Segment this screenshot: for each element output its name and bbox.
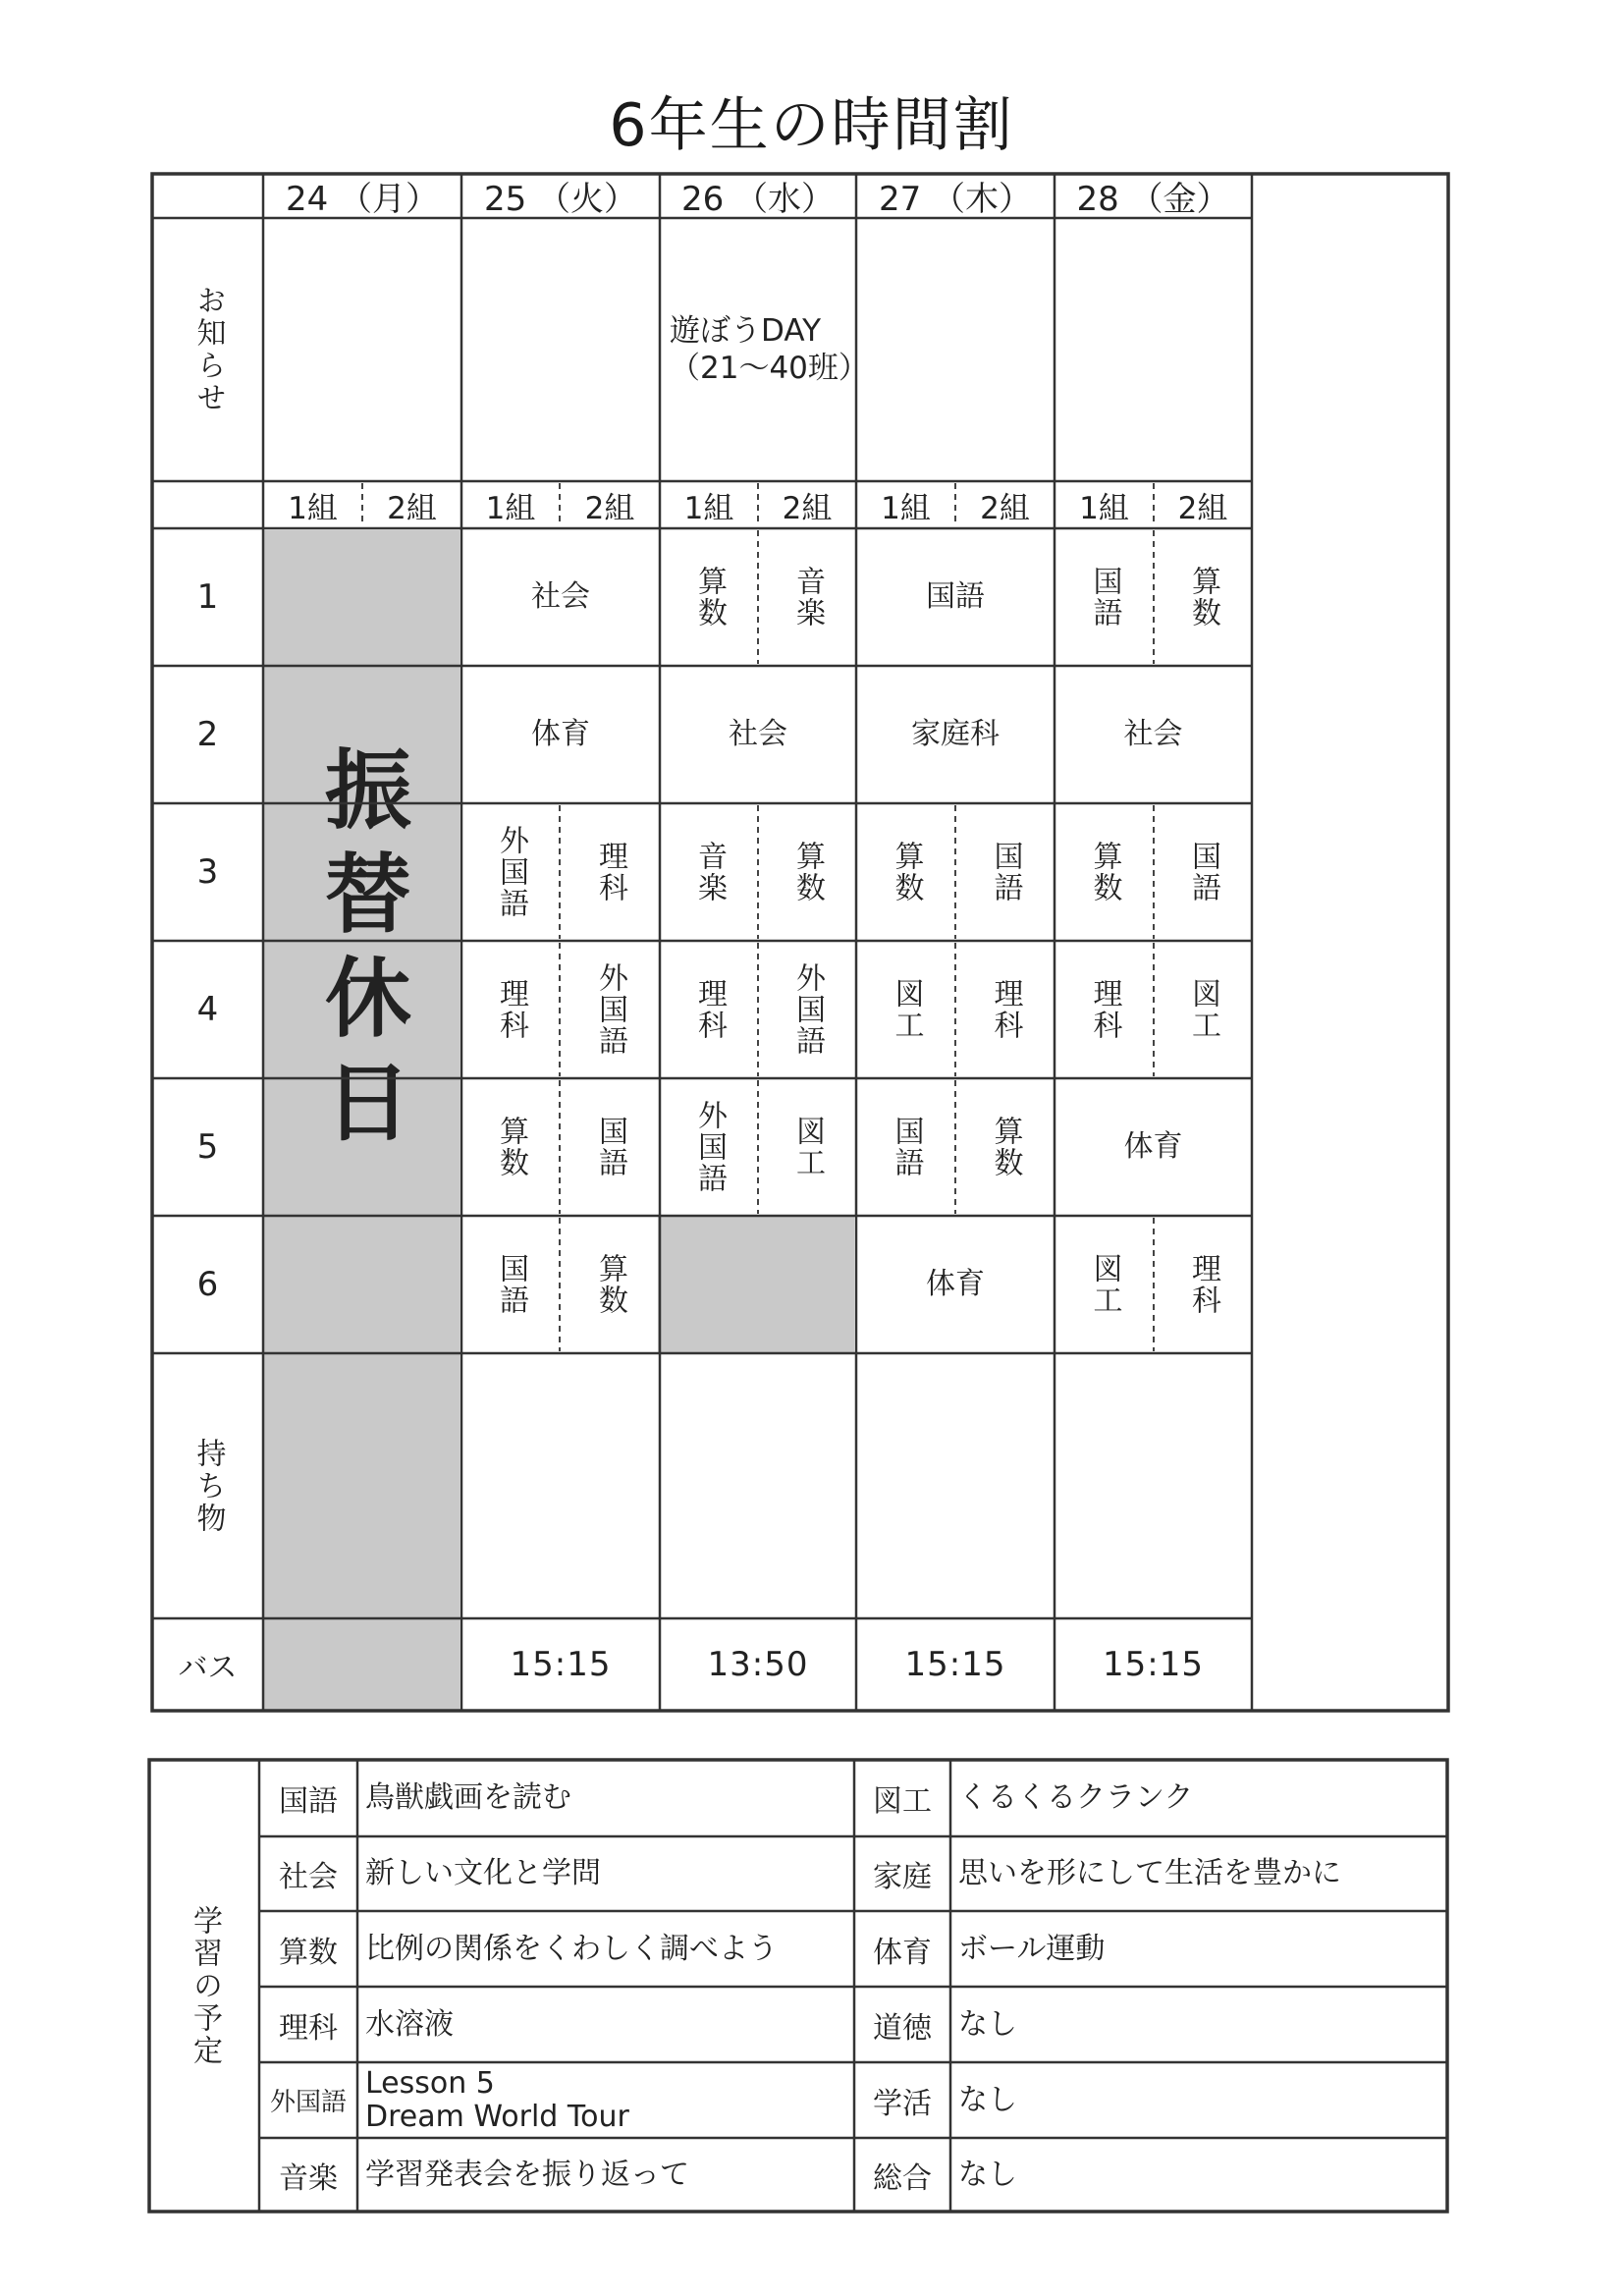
wed-period5-group2: 図工: [790, 1116, 825, 1178]
plan-subject: 音楽: [279, 2160, 338, 2196]
plan-subject: 理科: [279, 2010, 338, 2046]
plan-content: 思いを形にして生活を豊かに: [958, 1856, 1341, 1890]
thu-period5-group2: 算数: [988, 1116, 1023, 1178]
plan-subject: 総合: [873, 2160, 932, 2196]
tue-period5-group2: 国語: [593, 1116, 627, 1178]
plan-subject: 国語: [279, 1784, 338, 1819]
plan-content: Lesson 5 Dream World Tour: [365, 2065, 629, 2134]
plan-subject: 体育: [873, 1935, 932, 1970]
plan-content: 学習発表会を振り返って: [365, 2157, 689, 2192]
thu-period4-group1: 図工: [889, 978, 924, 1041]
fri-period1-group1: 国語: [1087, 566, 1122, 629]
plan-subject: 家庭: [873, 1860, 932, 1894]
plan-content: ボール運動: [958, 1931, 1106, 1966]
plan-content: くるくるクランク: [958, 1780, 1194, 1815]
plan-subject: 算数: [279, 1935, 338, 1970]
group-header-1: 1組: [1079, 490, 1129, 526]
plan-subject: 図工: [873, 1784, 932, 1819]
page-title: 6年生の時間割: [609, 91, 1014, 160]
day-header-wed: 26 （水）: [680, 180, 836, 219]
day-header-mon: 24 （月）: [285, 180, 440, 219]
wed-period1-group2: 音楽: [790, 566, 825, 629]
fri-period5: 体育: [1123, 1129, 1183, 1164]
row-label-period-4: 4: [196, 990, 219, 1029]
thu-period3-group1: 算数: [889, 841, 924, 903]
row-label-period-3: 3: [196, 852, 219, 892]
plan-subject: 学活: [873, 2086, 932, 2121]
fri-period4-group1: 理科: [1087, 978, 1122, 1041]
wed-period3-group1: 音楽: [692, 841, 727, 903]
tue-period6-group1: 国語: [494, 1253, 528, 1316]
plan-content: なし: [958, 2157, 1017, 2192]
row-label-period-1: 1: [196, 577, 219, 617]
row-label-period-6: 6: [196, 1265, 219, 1304]
group-header-2: 2組: [1177, 490, 1228, 526]
plan-subject: 道徳: [873, 2010, 932, 2046]
thu-period4-group2: 理科: [988, 978, 1023, 1041]
holiday-label: 振替休日: [311, 744, 412, 1161]
plan-label: 学習の予定: [188, 1904, 222, 2067]
bus-time-tue: 15:15: [510, 1645, 612, 1684]
fri-period2: 社会: [1123, 717, 1183, 751]
tue-period3-group1: 外国語: [494, 825, 528, 919]
wed-period2: 社会: [729, 717, 787, 751]
plan-content: 水溶液: [365, 2006, 454, 2042]
thu-period1: 国語: [926, 579, 985, 614]
tue-period2: 体育: [531, 717, 590, 751]
wed-period4-group1: 理科: [692, 978, 727, 1041]
fri-period6-group2: 理科: [1186, 1253, 1220, 1316]
bus-time-fri: 15:15: [1103, 1645, 1204, 1684]
group-header-1: 1組: [881, 490, 931, 526]
tue-period6-group2: 算数: [593, 1253, 627, 1316]
row-label-bus: バス: [178, 1651, 238, 1685]
tue-period4-group1: 理科: [494, 978, 528, 1041]
tue-period1: 社会: [531, 579, 590, 614]
notice-wed: 遊ぼうDAY （21～40班）: [670, 313, 869, 386]
wed-period4-group2: 外国語: [790, 962, 825, 1057]
row-label-period-2: 2: [196, 715, 219, 754]
tue-period3-group2: 理科: [593, 841, 627, 903]
fri-period1-group2: 算数: [1186, 566, 1220, 629]
tue-period4-group2: 外国語: [593, 962, 627, 1057]
wed-period1-group1: 算数: [692, 566, 727, 629]
plan-subject: 社会: [279, 1860, 338, 1894]
row-label-period-5: 5: [196, 1127, 219, 1167]
day-header-tue: 25 （火）: [483, 180, 638, 219]
fri-period3-group1: 算数: [1087, 841, 1122, 903]
fri-period4-group2: 図工: [1186, 978, 1220, 1041]
day-header-thu: 27 （木）: [878, 180, 1033, 219]
day-header-fri: 28 （金）: [1076, 180, 1230, 219]
thu-period2: 家庭科: [911, 717, 1000, 751]
thu-period3-group2: 国語: [988, 841, 1023, 903]
plan-content: 比例の関係をくわしく調べよう: [365, 1931, 778, 1966]
group-header-1: 1組: [485, 490, 536, 526]
thu-period6: 体育: [926, 1267, 985, 1301]
plan-content: なし: [958, 2006, 1017, 2042]
plan-content: 新しい文化と学問: [365, 1856, 601, 1890]
wed-period3-group2: 算数: [790, 841, 825, 903]
fri-period3-group2: 国語: [1186, 841, 1220, 903]
fri-period6-group1: 図工: [1087, 1253, 1122, 1316]
group-header-2: 2組: [782, 490, 833, 526]
bus-time-wed: 13:50: [707, 1645, 809, 1684]
group-header-2: 2組: [980, 490, 1030, 526]
row-label-belongings: 持ち物: [190, 1437, 226, 1535]
group-header-2: 2組: [584, 490, 635, 526]
group-header-1: 1組: [683, 490, 734, 526]
plan-content: なし: [958, 2082, 1017, 2117]
tue-period5-group1: 算数: [494, 1116, 528, 1178]
group-header-1: 1組: [288, 490, 338, 526]
thu-period5-group1: 国語: [889, 1116, 924, 1178]
row-label-notice: お知らせ: [190, 285, 226, 414]
bus-time-thu: 15:15: [904, 1645, 1006, 1684]
group-header-2: 2組: [387, 490, 437, 526]
plan-subject: 外国語: [269, 2088, 347, 2117]
wed-period5-group1: 外国語: [692, 1100, 727, 1194]
plan-content: 鳥獣戯画を読む: [365, 1780, 571, 1815]
